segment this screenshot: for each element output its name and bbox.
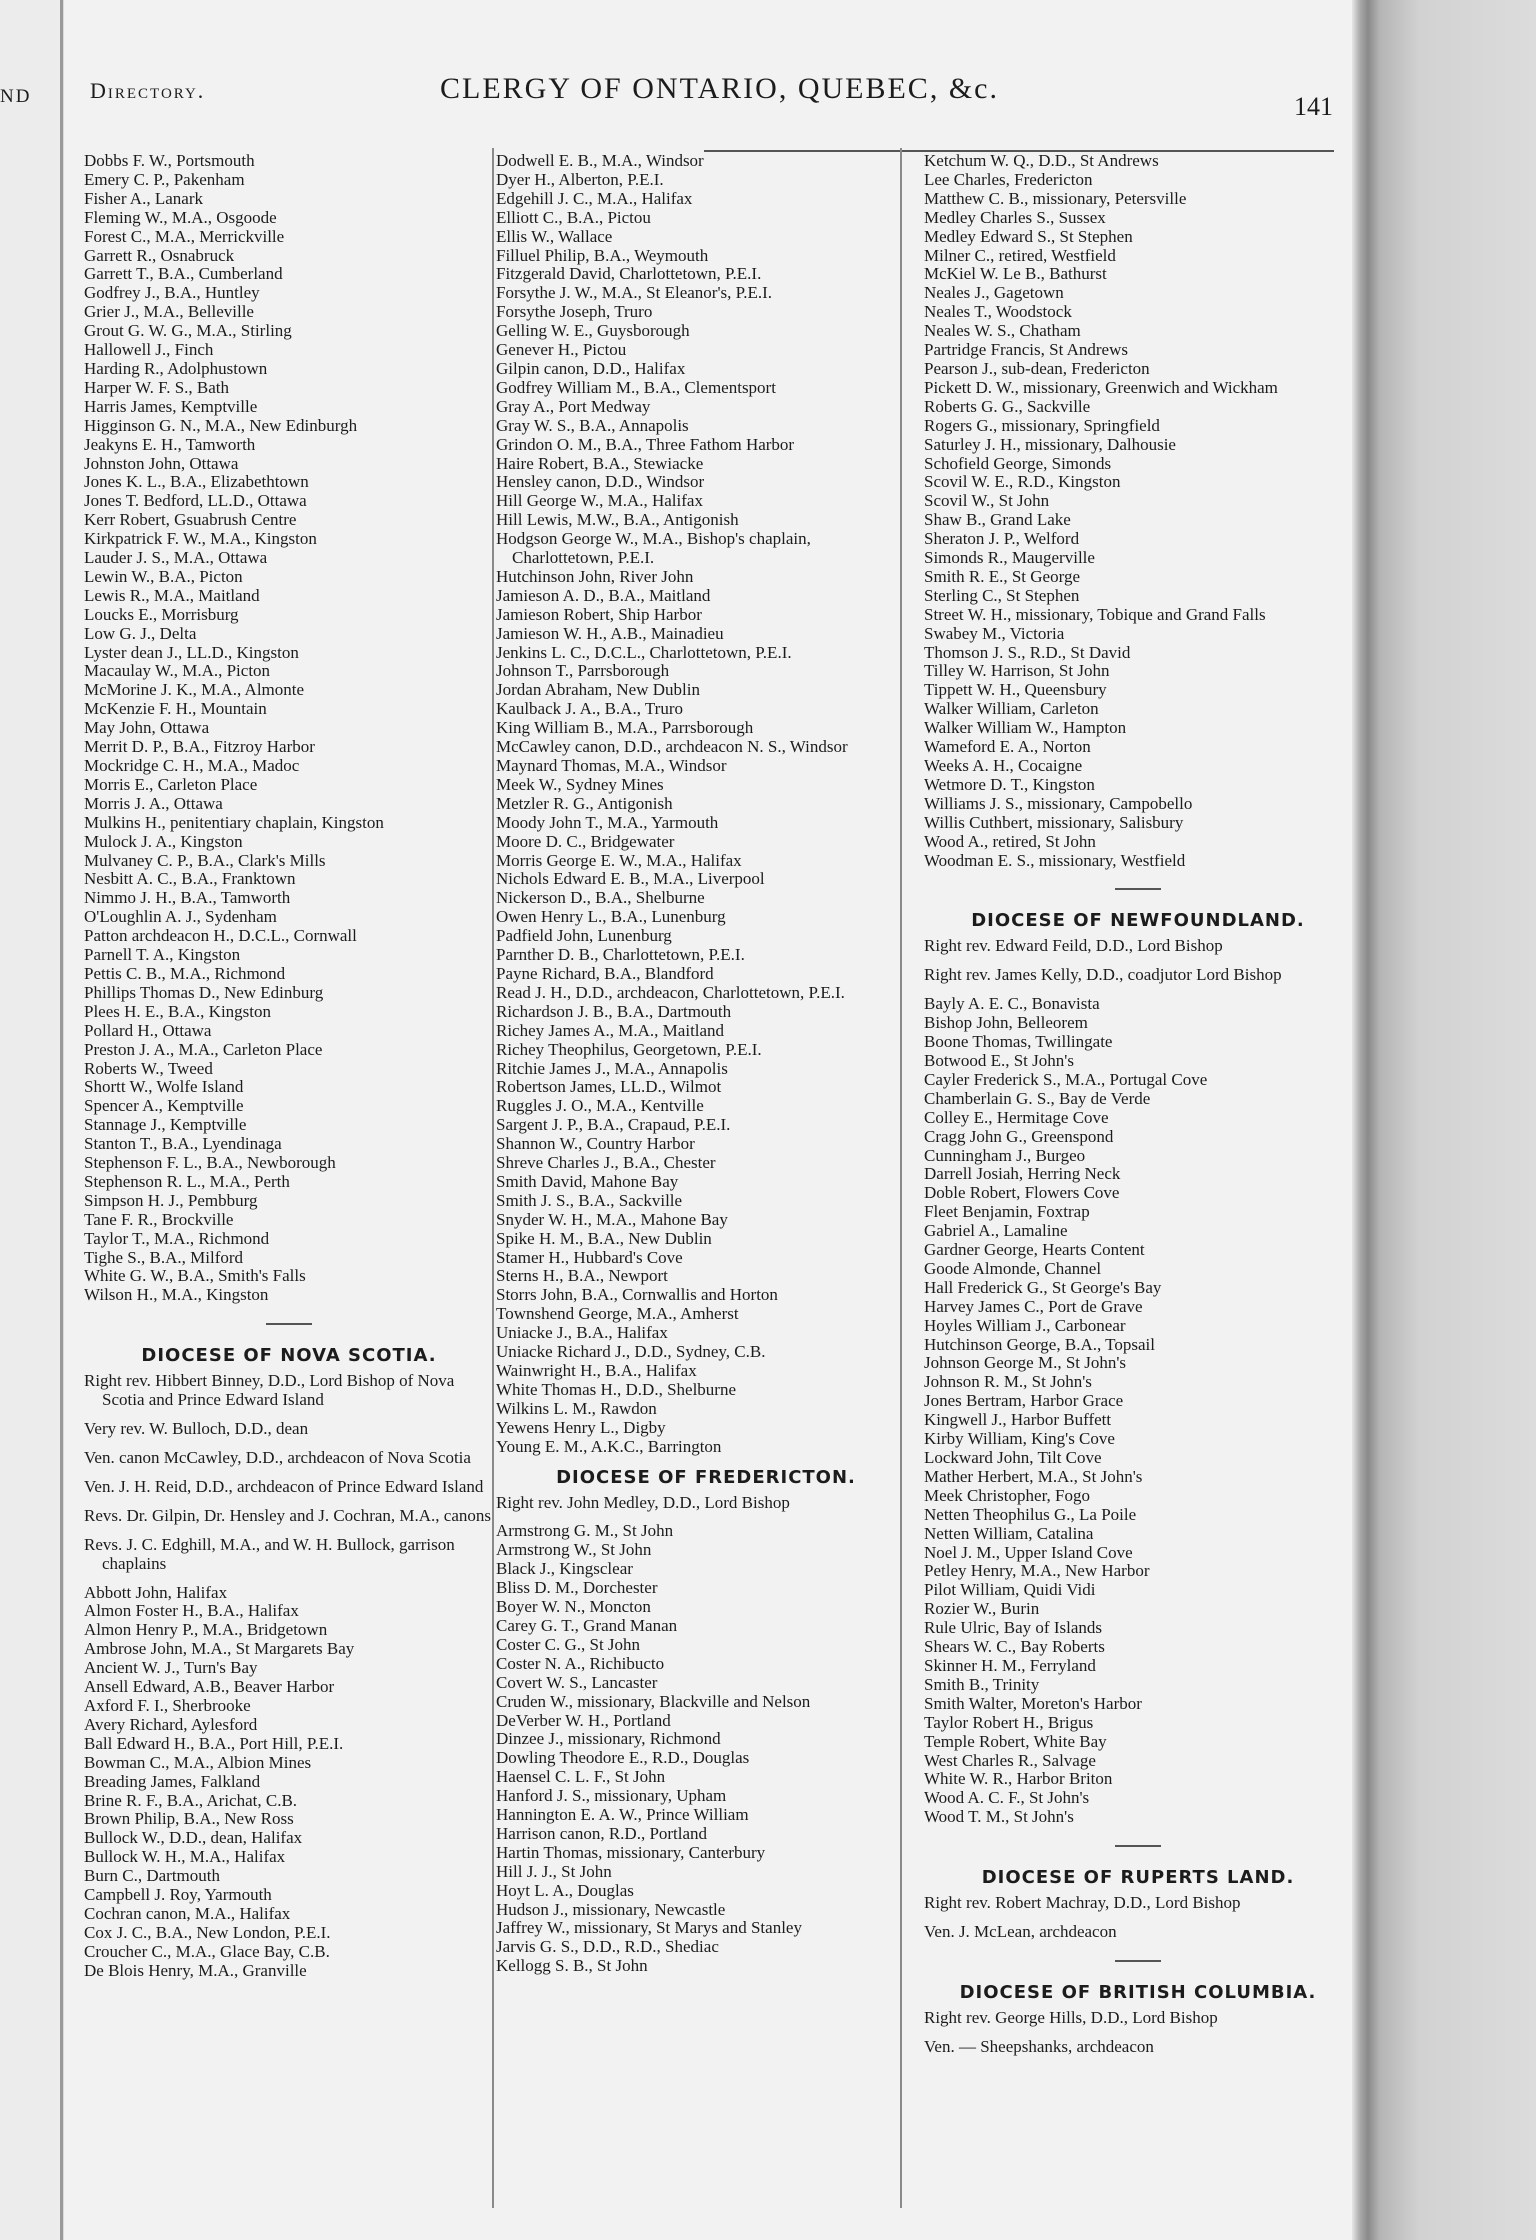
column-2 xyxy=(496,152,916,1976)
clergy-entry: Merrit D. P., B.A., Fitzroy Harbor xyxy=(84,737,315,757)
clergy-entry: Sheraton J. P., Welford xyxy=(924,529,1080,549)
clergy-entry: Loucks E., Morrisburg xyxy=(84,604,239,624)
clergy-entry: Neales T., Woodstock xyxy=(924,302,1072,322)
clergy-entry: Shortt W., Wolfe Island xyxy=(84,1077,244,1097)
clergy-entry: Tighe S., B.A., Milford xyxy=(84,1247,244,1267)
clergy-entry: Fleming W., M.A., Osgoode xyxy=(84,207,277,227)
clergy-entry: Snyder W. H., M.A., Mahone Bay xyxy=(496,1209,728,1229)
clergy-entry: Shaw B., Grand Lake xyxy=(924,510,1071,530)
clergy-entry: Harrison canon, R.D., Portland xyxy=(496,1823,708,1843)
clergy-entry: Pickett D. W., missionary, Greenwich and Wickham xyxy=(924,377,1278,397)
clergy-entry: Storrs John, B.A., Cornwallis and Horton xyxy=(496,1285,778,1305)
clergy-entry: Rozier W., Burin xyxy=(924,1599,1040,1619)
clergy-entry: Hanford J. S., missionary, Upham xyxy=(496,1786,727,1806)
clergy-entry: Breading James, Falkland xyxy=(84,1771,261,1791)
diocese-heading-nova-scotia: DIOCESE OF NOVA SCOTIA. xyxy=(141,1345,437,1367)
fredericton-clergy-list-continued xyxy=(924,152,1352,870)
clergy-entry: Bishop John, Belleorem xyxy=(924,1013,1088,1033)
clergy-entry: Forsythe J. W., M.A., St Eleanor's, P.E.I. xyxy=(496,283,773,303)
clergy-entry: Hodgson George W., M.A., Bishop's chaplain, Charlottetown, P.E.I. xyxy=(496,529,811,568)
clergy-entry: Pollard H., Ottawa xyxy=(84,1020,212,1040)
clergy-entry: Dobbs F. W., Portsmouth xyxy=(84,151,255,170)
clergy-entry: Scovil W., St John xyxy=(924,491,1050,511)
clergy-entry: Bullock W. H., M.A., Halifax xyxy=(84,1847,286,1867)
clergy-entry: Hill Lewis, M.W., B.A., Antigonish xyxy=(496,510,739,530)
clergy-entry: Townshend George, M.A., Amherst xyxy=(496,1304,739,1324)
clergy-entry: Harding R., Adolphustown xyxy=(84,358,268,378)
clergy-entry: Hutchinson George, B.A., Topsail xyxy=(924,1334,1155,1354)
clergy-entry: Metzler R. G., Antigonish xyxy=(496,793,673,813)
clergy-entry: Wetmore D. T., Kingston xyxy=(924,774,1095,794)
clergy-entry: Cruden W., missionary, Blackville and Nelson xyxy=(496,1691,811,1711)
clergy-entry: Wood A., retired, St John xyxy=(924,831,1096,851)
nova-scotia-clergy-list xyxy=(84,1584,494,1981)
clergy-entry: Stannage J., Kemptville xyxy=(84,1115,247,1135)
clergy-entry: Carey G. T., Grand Manan xyxy=(496,1615,678,1635)
clergy-entry: Kingwell J., Harbor Buffett xyxy=(924,1410,1112,1430)
clergy-entry: Saturley J. H., missionary, Dalhousie xyxy=(924,434,1176,454)
officer-entry: Ven. canon McCawley, D.D., archdeacon of Nova Scotia xyxy=(84,1448,471,1467)
clergy-entry: Schofield George, Simonds xyxy=(924,453,1112,473)
clergy-entry: Phillips Thomas D., New Edinburg xyxy=(84,982,324,1002)
clergy-entry: Nickerson D., B.A., Shelburne xyxy=(496,888,705,908)
clergy-entry: Owen Henry L., B.A., Lunenburg xyxy=(496,907,726,927)
clergy-entry: Milner C., retired, Westfield xyxy=(924,245,1116,265)
clergy-entry: Gabriel A., Lamaline xyxy=(924,1221,1068,1241)
clergy-entry: Godfrey J., B.A., Huntley xyxy=(84,283,260,303)
clergy-entry: Bowman C., M.A., Albion Mines xyxy=(84,1752,312,1772)
clergy-entry: Street W. H., missionary, Tobique and Grand Falls xyxy=(924,604,1266,624)
clergy-entry: Mather Herbert, M.A., St John's xyxy=(924,1466,1143,1486)
clergy-entry: Simonds R., Maugerville xyxy=(924,548,1095,568)
clergy-entry: Chamberlain G. S., Bay de Verde xyxy=(924,1088,1151,1108)
clergy-entry: Ketchum W. Q., D.D., St Andrews xyxy=(924,151,1159,170)
clergy-entry: Richey James A., M.A., Maitland xyxy=(496,1020,725,1040)
clergy-entry: Tane F. R., Brockville xyxy=(84,1209,234,1229)
clergy-entry: Preston J. A., M.A., Carleton Place xyxy=(84,1039,323,1059)
clergy-entry: Cunningham J., Burgeo xyxy=(924,1145,1086,1165)
clergy-entry: Jamieson A. D., B.A., Maitland xyxy=(496,585,711,605)
clergy-entry: Low G. J., Delta xyxy=(84,623,197,643)
clergy-entry: Cochran canon, M.A., Halifax xyxy=(84,1903,291,1923)
column-1 xyxy=(84,152,494,1981)
clergy-entry: Abbott John, Halifax xyxy=(84,1582,228,1602)
ruperts-land-officers xyxy=(924,1894,1352,1942)
clergy-entry: Ritchie James J., M.A., Annapolis xyxy=(496,1058,728,1078)
clergy-entry: Boone Thomas, Twillingate xyxy=(924,1032,1113,1052)
clergy-entry: Wood T. M., St John's xyxy=(924,1807,1074,1827)
clergy-entry: Uniacke J., B.A., Halifax xyxy=(496,1323,668,1343)
clergy-entry: Maynard Thomas, M.A., Windsor xyxy=(496,756,727,775)
clergy-entry: Covert W. S., Lancaster xyxy=(496,1672,658,1692)
officer-entry: Revs. Dr. Gilpin, Dr. Hensley and J. Cochran, M.A., canons xyxy=(84,1505,492,1525)
clergy-entry: Jones Bertram, Harbor Grace xyxy=(924,1391,1124,1411)
clergy-entry: Jenkins L. C., D.C.L., Charlottetown, P.E.I. xyxy=(496,642,792,662)
clergy-entry: Jarvis G. S., D.D., R.D., Shediac xyxy=(496,1937,719,1957)
clergy-entry: Johnson George M., St John's xyxy=(924,1353,1127,1373)
clergy-entry: Parnther D. B., Charlottetown, P.E.I. xyxy=(496,945,745,965)
clergy-entry: Gilpin canon, D.D., Halifax xyxy=(496,358,686,378)
newfoundland-bishops xyxy=(924,937,1352,985)
clergy-entry: Grout G. W. G., M.A., Stirling xyxy=(84,321,292,341)
clergy-entry: De Blois Henry, M.A., Granville xyxy=(84,1960,307,1980)
clergy-entry: White W. R., Harbor Briton xyxy=(924,1769,1113,1789)
clergy-entry: Noel J. M., Upper Island Cove xyxy=(924,1542,1133,1562)
clergy-entry: Cayler Frederick S., M.A., Portugal Cove xyxy=(924,1069,1208,1089)
clergy-entry: Kerr Robert, Gsuabrush Centre xyxy=(84,510,297,530)
clergy-entry: Shreve Charles J., B.A., Chester xyxy=(496,1153,716,1173)
clergy-entry: Nimmo J. H., B.A., Tamworth xyxy=(84,888,291,908)
clergy-entry: Hartin Thomas, missionary, Canterbury xyxy=(496,1842,766,1862)
clergy-entry: Parnell T. A., Kingston xyxy=(84,945,241,965)
clergy-entry: Meek Christopher, Fogo xyxy=(924,1485,1090,1505)
clergy-entry: Armstrong G. M., St John xyxy=(496,1521,674,1541)
clergy-entry: Campbell J. Roy, Yarmouth xyxy=(84,1885,272,1905)
clergy-entry: Brown Philip, B.A., New Ross xyxy=(84,1809,294,1829)
clergy-entry: Netten Theophilus G., La Poile xyxy=(924,1504,1137,1524)
clergy-entry: Johnston John, Ottawa xyxy=(84,453,239,473)
clergy-entry: Ruggles J. O., M.A., Kentville xyxy=(496,1096,704,1116)
officer-entry: Very rev. W. Bulloch, D.D., dean xyxy=(84,1419,309,1439)
clergy-entry: Shannon W., Country Harbor xyxy=(496,1134,695,1154)
clergy-entry: Lee Charles, Fredericton xyxy=(924,169,1093,189)
clergy-entry: Moore D. C., Bridgewater xyxy=(496,831,675,851)
clergy-entry: Godfrey William M., B.A., Clementsport xyxy=(496,377,776,397)
clergy-entry: Jamieson W. H., A.B., Mainadieu xyxy=(496,623,724,643)
clergy-entry: Garrett T., B.A., Cumberland xyxy=(84,264,283,284)
clergy-entry: Matthew C. B., missionary, Petersville xyxy=(924,188,1187,208)
clergy-entry: Yewens Henry L., Digby xyxy=(496,1417,666,1437)
clergy-entry: Dowling Theodore E., R.D., Douglas xyxy=(496,1748,750,1768)
clergy-entry: Sterling C., St Stephen xyxy=(924,585,1080,605)
clergy-entry: McCawley canon, D.D., archdeacon N. S., Windsor xyxy=(496,737,848,757)
officer-entry: Revs. J. C. Edghill, M.A., and W. H. Bullock, garrison chaplains xyxy=(84,1534,455,1573)
clergy-entry: Lewin W., B.A., Picton xyxy=(84,566,243,586)
clergy-entry: Netten William, Catalina xyxy=(924,1523,1094,1543)
clergy-entry: Bayly A. E. C., Bonavista xyxy=(924,994,1100,1014)
clergy-entry: Wameford E. A., Norton xyxy=(924,737,1091,757)
clergy-entry: Sargent J. P., B.A., Crapaud, P.E.I. xyxy=(496,1115,731,1135)
clergy-entry: Pettis C. B., M.A., Richmond xyxy=(84,963,286,983)
officer-entry: Right rev. Robert Machray, D.D., Lord Bishop xyxy=(924,1893,1241,1913)
clergy-entry: Stanton T., B.A., Lyendinaga xyxy=(84,1134,282,1154)
clergy-entry: Jordan Abraham, New Dublin xyxy=(496,680,700,700)
clergy-entry: Forsythe Joseph, Truro xyxy=(496,302,653,322)
clergy-entry: Fleet Benjamin, Foxtrap xyxy=(924,1202,1090,1222)
clergy-entry: Burn C., Dartmouth xyxy=(84,1866,220,1886)
clergy-entry: Roberts G. G., Sackville xyxy=(924,396,1091,416)
clergy-entry: Emery C. P., Pakenham xyxy=(84,169,245,189)
clergy-entry: Gelling W. E., Guysborough xyxy=(496,321,690,341)
newfoundland-clergy-list xyxy=(924,995,1352,1827)
clergy-entry: Neales J., Gagetown xyxy=(924,283,1064,303)
clergy-entry: Haire Robert, B.A., Stewiacke xyxy=(496,453,704,473)
clergy-entry: Mockridge C. H., M.A., Madoc xyxy=(84,756,300,775)
clergy-entry: Pearson J., sub-dean, Fredericton xyxy=(924,358,1150,378)
clergy-entry: Hill J. J., St John xyxy=(496,1861,612,1881)
diocese-heading-british-columbia: DIOCESE OF BRITISH COLUMBIA. xyxy=(959,1981,1317,2003)
clergy-entry: Richardson J. B., B.A., Dartmouth xyxy=(496,1001,732,1021)
clergy-entry: Colley E., Hermitage Cove xyxy=(924,1107,1109,1127)
officer-entry: Ven. J. McLean, archdeacon xyxy=(924,1922,1117,1942)
clergy-entry: Wilkins L. M., Rawdon xyxy=(496,1398,657,1418)
clergy-entry: Hannington E. A. W., Prince William xyxy=(496,1805,749,1825)
clergy-entry: McKiel W. Le B., Bathurst xyxy=(924,264,1107,284)
clergy-entry: Rogers G., missionary, Springfield xyxy=(924,415,1160,435)
officer-entry: Right rev. Hibbert Binney, D.D., Lord Bishop of Nova Scotia and Prince Edward Island xyxy=(84,1371,455,1410)
clergy-entry: McKenzie F. H., Mountain xyxy=(84,699,267,719)
clergy-entry: Weeks A. H., Cocaigne xyxy=(924,756,1083,775)
clergy-entry: Kellogg S. B., St John xyxy=(496,1956,648,1976)
clergy-entry: Botwood E., St John's xyxy=(924,1050,1074,1070)
clergy-entry: Walker William, Carleton xyxy=(924,699,1099,719)
clergy-entry: Kaulback J. A., B.A., Truro xyxy=(496,699,684,719)
section-rule xyxy=(1115,1845,1161,1847)
clergy-entry: Plees H. E., B.A., Kingston xyxy=(84,1001,271,1021)
clergy-entry: Grindon O. M., B.A., Three Fathom Harbor xyxy=(496,434,795,454)
clergy-entry: Coster N. A., Richibucto xyxy=(496,1653,665,1673)
previous-page-header-fragment: ND xyxy=(0,86,32,107)
clergy-entry: Ansell Edward, A.B., Beaver Harbor xyxy=(84,1677,335,1697)
clergy-entry: Medley Edward S., St Stephen xyxy=(924,226,1133,246)
clergy-entry: Haensel C. L. F., St John xyxy=(496,1767,666,1787)
clergy-entry: Payne Richard, B.A., Blandford xyxy=(496,963,714,983)
clergy-entry: Hill George W., M.A., Halifax xyxy=(496,491,703,511)
clergy-entry: Black J., Kingsclear xyxy=(496,1559,633,1579)
ontario-clergy-list xyxy=(84,152,494,1305)
clergy-entry: Smith David, Mahone Bay xyxy=(496,1171,679,1191)
clergy-entry: Hensley canon, D.D., Windsor xyxy=(496,472,705,492)
clergy-entry: Roberts W., Tweed xyxy=(84,1058,213,1078)
clergy-entry: Thomson J. S., R.D., St David xyxy=(924,642,1131,662)
clergy-entry: Lockward John, Tilt Cove xyxy=(924,1448,1102,1467)
clergy-entry: Harris James, Kemptville xyxy=(84,396,258,416)
clergy-entry: Lauder J. S., M.A., Ottawa xyxy=(84,548,268,568)
clergy-entry: Harper W. F. S., Bath xyxy=(84,377,230,397)
clergy-entry: Sterns H., B.A., Newport xyxy=(496,1266,668,1286)
clergy-entry: Bliss D. M., Dorchester xyxy=(496,1578,658,1598)
clergy-entry: Lyster dean J., LL.D., Kingston xyxy=(84,642,299,662)
page-number: 141 xyxy=(1294,92,1333,121)
clergy-entry: DeVerber W. H., Portland xyxy=(496,1710,671,1730)
clergy-entry: Nichols Edward E. B., M.A., Liverpool xyxy=(496,869,765,889)
nova-scotia-officers xyxy=(84,1372,494,1573)
previous-page-edge xyxy=(0,0,63,2240)
clergy-entry: Walker William W., Hampton xyxy=(924,718,1127,738)
clergy-entry: Goode Almonde, Channel xyxy=(924,1258,1102,1278)
clergy-entry: Tippett W. H., Queensbury xyxy=(924,680,1107,700)
clergy-entry: Ellis W., Wallace xyxy=(496,226,613,246)
clergy-entry: Shears W. C., Bay Roberts xyxy=(924,1637,1105,1657)
diocese-heading-fredericton: DIOCESE OF FREDERICTON. xyxy=(556,1466,856,1488)
clergy-entry: Fisher A., Lanark xyxy=(84,188,203,208)
clergy-entry: King William B., M.A., Parrsborough xyxy=(496,718,754,738)
clergy-entry: Moody John T., M.A., Yarmouth xyxy=(496,812,719,832)
clergy-entry: Jones K. L., B.A., Elizabethtown xyxy=(84,472,309,492)
fredericton-clergy-list xyxy=(496,1522,916,1976)
clergy-entry: Petley Henry, M.A., New Harbor xyxy=(924,1561,1150,1581)
clergy-entry: O'Loughlin A. J., Sydenham xyxy=(84,907,277,927)
nova-scotia-clergy-list-continued xyxy=(496,152,916,1457)
clergy-entry: West Charles R., Salvage xyxy=(924,1750,1096,1770)
clergy-entry: Bullock W., D.D., dean, Halifax xyxy=(84,1828,303,1848)
diocese-heading-newfoundland: DIOCESE OF NEWFOUNDLAND. xyxy=(971,910,1305,932)
clergy-entry: Higginson G. N., M.A., New Edinburgh xyxy=(84,415,358,435)
clergy-entry: Gray A., Port Medway xyxy=(496,396,651,416)
clergy-entry: Richey Theophilus, Georgetown, P.E.I. xyxy=(496,1039,762,1059)
clergy-entry: Spencer A., Kemptville xyxy=(84,1096,244,1116)
column-3 xyxy=(924,152,1352,2067)
diocese-heading-ruperts-land: DIOCESE OF RUPERTS LAND. xyxy=(981,1867,1295,1889)
clergy-entry: Hoyles William J., Carbonear xyxy=(924,1315,1126,1335)
clergy-entry: Grier J., M.A., Belleville xyxy=(84,302,254,322)
officer-entry: Right rev. Edward Feild, D.D., Lord Bishop xyxy=(924,936,1223,956)
clergy-entry: Cragg John G., Greenspond xyxy=(924,1126,1114,1146)
officer-entry: Ven. J. H. Reid, D.D., archdeacon of Prince Edward Island xyxy=(84,1476,484,1496)
clergy-entry: Smith J. S., B.A., Sackville xyxy=(496,1190,683,1210)
clergy-entry: Williams J. S., missionary, Campobello xyxy=(924,793,1193,813)
clergy-entry: Medley Charles S., Sussex xyxy=(924,207,1106,227)
clergy-entry: Jamieson Robert, Ship Harbor xyxy=(496,604,702,624)
clergy-entry: Ball Edward H., B.A., Port Hill, P.E.I. xyxy=(84,1733,344,1753)
running-header-left: Directory. xyxy=(90,78,206,103)
clergy-entry: Wainwright H., B.A., Halifax xyxy=(496,1361,697,1380)
clergy-entry: Croucher C., M.A., Glace Bay, C.B. xyxy=(84,1941,330,1961)
clergy-entry: Dyer H., Alberton, P.E.I. xyxy=(496,169,664,189)
clergy-entry: Jones T. Bedford, LL.D., Ottawa xyxy=(84,491,307,511)
clergy-entry: Nesbitt A. C., B.A., Franktown xyxy=(84,869,296,889)
clergy-entry: Morris George E. W., M.A., Halifax xyxy=(496,850,742,870)
clergy-entry: Smith Walter, Moreton's Harbor xyxy=(924,1693,1142,1713)
clergy-entry: Neales W. S., Chatham xyxy=(924,321,1081,341)
clergy-entry: White G. W., B.A., Smith's Falls xyxy=(84,1266,306,1286)
clergy-entry: Padfield John, Lunenburg xyxy=(496,926,672,946)
clergy-entry: May John, Ottawa xyxy=(84,718,210,738)
clergy-entry: Stamer H., Hubbard's Cove xyxy=(496,1247,683,1267)
clergy-entry: Hoyt L. A., Douglas xyxy=(496,1880,634,1900)
clergy-entry: Lewis R., M.A., Maitland xyxy=(84,585,260,605)
clergy-entry: Mulock J. A., Kingston xyxy=(84,831,243,851)
clergy-entry: McMorine J. K., M.A., Almonte xyxy=(84,680,305,700)
clergy-entry: Harvey James C., Port de Grave xyxy=(924,1296,1143,1316)
clergy-entry: Forest C., M.A., Merrickville xyxy=(84,226,285,246)
clergy-entry: Smith B., Trinity xyxy=(924,1674,1040,1694)
clergy-entry: Ambrose John, M.A., St Margarets Bay xyxy=(84,1639,355,1659)
clergy-entry: Kirkpatrick F. W., M.A., Kingston xyxy=(84,529,317,549)
clergy-entry: Edgehill J. C., M.A., Halifax xyxy=(496,188,693,208)
clergy-entry: Almon Foster H., B.A., Halifax xyxy=(84,1601,299,1621)
clergy-entry: Fitzgerald David, Charlottetown, P.E.I. xyxy=(496,264,762,284)
clergy-entry: Temple Robert, White Bay xyxy=(924,1731,1107,1751)
clergy-entry: White Thomas H., D.D., Shelburne xyxy=(496,1379,737,1399)
clergy-entry: Genever H., Pictou xyxy=(496,340,627,360)
clergy-entry: Almon Henry P., M.A., Bridgetown xyxy=(84,1620,328,1640)
clergy-entry: Taylor T., M.A., Richmond xyxy=(84,1228,270,1248)
clergy-entry: Taylor Robert H., Brigus xyxy=(924,1712,1094,1732)
section-rule xyxy=(1115,1960,1161,1962)
clergy-entry: Stephenson R. L., M.A., Perth xyxy=(84,1171,290,1191)
clergy-entry: Elliott C., B.A., Pictou xyxy=(496,207,651,227)
clergy-entry: Gardner George, Hearts Content xyxy=(924,1240,1145,1260)
clergy-entry: Gray W. S., B.A., Annapolis xyxy=(496,415,689,435)
directory-page xyxy=(64,0,1360,2240)
clergy-entry: Pilot William, Quidi Vidi xyxy=(924,1580,1096,1600)
clergy-entry: Brine R. F., B.A., Arichat, C.B. xyxy=(84,1790,298,1810)
clergy-entry: Boyer W. N., Moncton xyxy=(496,1597,651,1617)
clergy-entry: Doble Robert, Flowers Cove xyxy=(924,1183,1120,1203)
clergy-entry: Coster C. G., St John xyxy=(496,1634,641,1654)
clergy-entry: Simpson H. J., Pembburg xyxy=(84,1190,258,1210)
clergy-entry: Axford F. I., Sherbrooke xyxy=(84,1695,251,1715)
clergy-entry: Garrett R., Osnabruck xyxy=(84,245,235,265)
clergy-entry: Smith R. E., St George xyxy=(924,566,1080,586)
clergy-entry: Morris J. A., Ottawa xyxy=(84,793,223,813)
clergy-entry: Uniacke Richard J., D.D., Sydney, C.B. xyxy=(496,1342,766,1362)
clergy-entry: Hallowell J., Finch xyxy=(84,340,214,360)
clergy-entry: Tilley W. Harrison, St John xyxy=(924,661,1110,681)
clergy-entry: Wood A. C. F., St John's xyxy=(924,1788,1090,1808)
clergy-entry: Kirby William, King's Cove xyxy=(924,1429,1115,1449)
clergy-entry: Swabey M., Victoria xyxy=(924,623,1065,643)
book-spine xyxy=(1360,0,1536,2240)
clergy-entry: Ancient W. J., Turn's Bay xyxy=(84,1658,258,1678)
clergy-entry: Morris E., Carleton Place xyxy=(84,774,258,794)
section-rule xyxy=(266,1323,312,1325)
clergy-entry: Woodman E. S., missionary, Westfield xyxy=(924,850,1186,870)
clergy-entry: Filluel Philip, B.A., Weymouth xyxy=(496,245,709,265)
clergy-entry: Skinner H. M., Ferryland xyxy=(924,1655,1096,1675)
clergy-entry: Macaulay W., M.A., Picton xyxy=(84,661,271,681)
officer-entry: Right rev. James Kelly, D.D., coadjutor Lord Bishop xyxy=(924,965,1282,985)
officer-entry: Right rev. George Hills, D.D., Lord Bishop xyxy=(924,2007,1218,2027)
clergy-entry: Darrell Josiah, Herring Neck xyxy=(924,1164,1121,1184)
clergy-entry: Young E. M., A.K.C., Barrington xyxy=(496,1436,722,1456)
clergy-entry: Dinzee J., missionary, Richmond xyxy=(496,1729,721,1749)
clergy-entry: Willis Cuthbert, missionary, Salisbury xyxy=(924,812,1184,832)
clergy-entry: Johnson R. M., St John's xyxy=(924,1372,1092,1392)
clergy-entry: Johnson T., Parrsborough xyxy=(496,661,670,681)
clergy-entry: Hudson J., missionary, Newcastle xyxy=(496,1899,726,1919)
clergy-entry: Jaffrey W., missionary, St Marys and Stanley xyxy=(496,1918,802,1938)
clergy-entry: Jeakyns E. H., Tamworth xyxy=(84,434,256,454)
british-columbia-officers xyxy=(924,2009,1352,2057)
clergy-entry: Spike H. M., B.A., New Dublin xyxy=(496,1228,712,1248)
clergy-entry: Hall Frederick G., St George's Bay xyxy=(924,1277,1162,1297)
officer-entry: Ven. — Sheepshanks, archdeacon xyxy=(924,2036,1154,2056)
clergy-entry: Partridge Francis, St Andrews xyxy=(924,340,1128,360)
clergy-entry: Hutchinson John, River John xyxy=(496,566,694,586)
clergy-entry: Rule Ulric, Bay of Islands xyxy=(924,1618,1102,1638)
fredericton-bishop: Right rev. John Medley, D.D., Lord Bishop xyxy=(496,1492,790,1512)
clergy-entry: Meek W., Sydney Mines xyxy=(496,774,664,794)
clergy-entry: Armstrong W., St John xyxy=(496,1540,652,1560)
clergy-entry: Wilson H., M.A., Kingston xyxy=(84,1285,269,1305)
page-title: CLERGY OF ONTARIO, QUEBEC, &c. xyxy=(440,72,999,105)
clergy-entry: Scovil W. E., R.D., Kingston xyxy=(924,472,1121,492)
section-rule xyxy=(1115,888,1161,890)
clergy-entry: Dodwell E. B., M.A., Windsor xyxy=(496,151,704,170)
clergy-entry: Stephenson F. L., B.A., Newborough xyxy=(84,1153,336,1173)
clergy-entry: Mulvaney C. P., B.A., Clark's Mills xyxy=(84,850,326,870)
clergy-entry: Patton archdeacon H., D.C.L., Cornwall xyxy=(84,926,357,946)
clergy-entry: Robertson James, LL.D., Wilmot xyxy=(496,1077,722,1097)
clergy-entry: Read J. H., D.D., archdeacon, Charlottetown, P.E.I. xyxy=(496,982,845,1002)
clergy-entry: Cox J. C., B.A., New London, P.E.I. xyxy=(84,1922,331,1942)
clergy-entry: Avery Richard, Aylesford xyxy=(84,1714,258,1734)
clergy-entry: Mulkins H., penitentiary chaplain, Kingston xyxy=(84,812,384,832)
